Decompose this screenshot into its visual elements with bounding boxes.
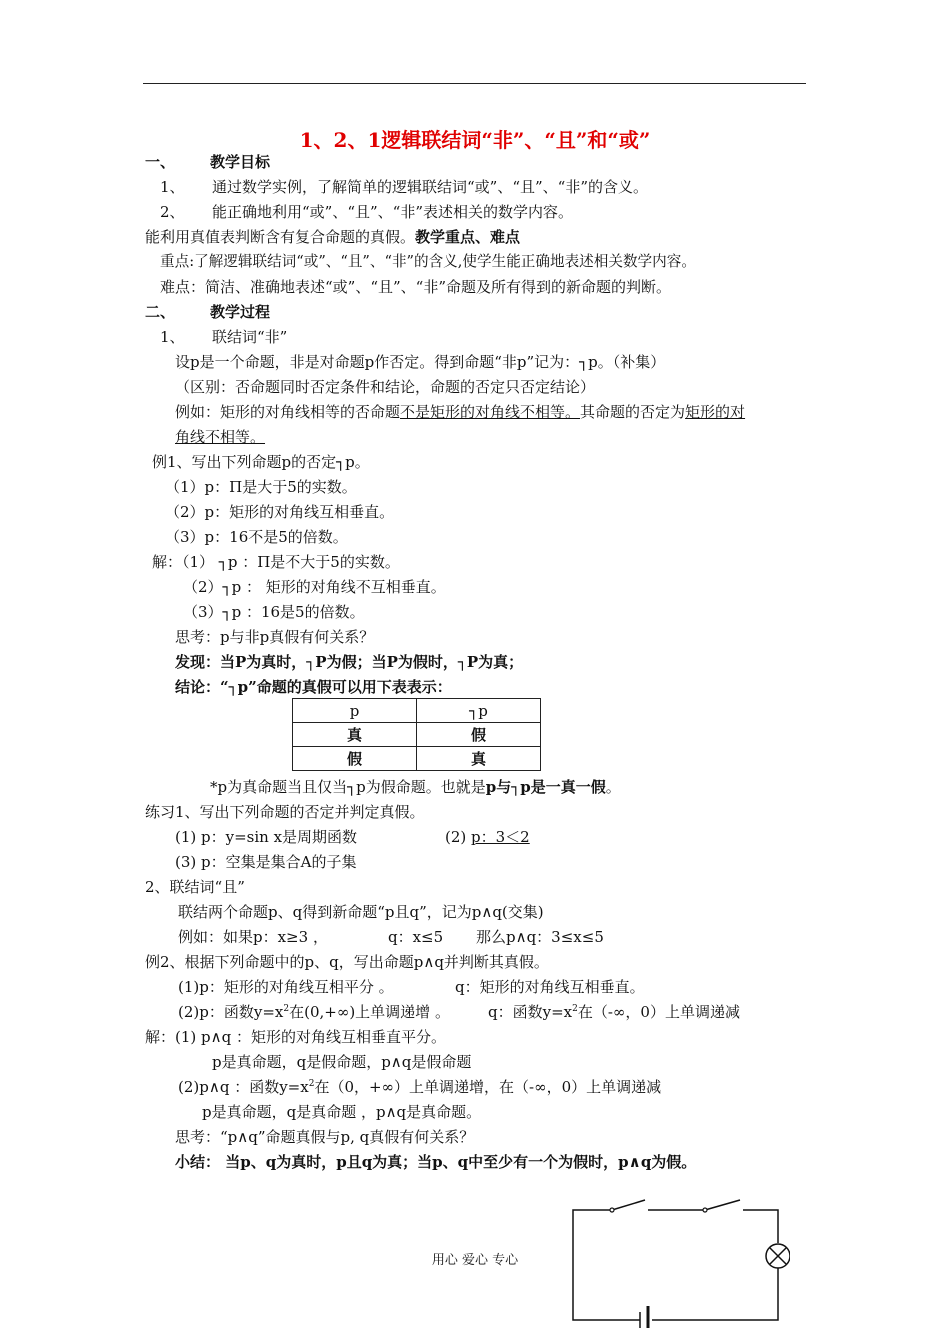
practice-1-item: (3) p：空集是集合A的子集 — [175, 853, 357, 871]
example-line-2: 角线不相等。 — [175, 428, 266, 446]
example-1-item: （2）p：矩形的对角线互相垂直。 — [165, 503, 395, 521]
truth-table-cell: 真 — [417, 747, 541, 771]
example-2-item: q：函数$y=x^2$在（-∞，0）上单调递减 — [488, 1003, 740, 1021]
example-and: 那么p∧q：3≤x≤5 — [476, 928, 604, 946]
truth-table-header: p — [293, 699, 417, 723]
difficulty: 难点：简洁、准确地表述“或”、“且”、“非”命题及所有得到的新命题的判断。 — [160, 278, 672, 296]
example-and: 例如：如果p：x≥3 ， — [178, 928, 328, 946]
circuit-wire — [652, 1268, 778, 1320]
goal-1: 1、 通过数学实例，了解简单的逻辑联结词“或”、“且”、“非”的含义。 — [160, 178, 649, 196]
switch-2 — [705, 1200, 740, 1210]
example-2-solution: p是真命题，q是假命题，p∧q是假命题 — [212, 1053, 472, 1071]
example-2-heading: 例2、根据下列命题中的p、q，写出命题p∧q并判断其真假。 — [145, 953, 549, 971]
example-1-item: （1）p：Π是大于5的实数。 — [165, 478, 357, 496]
page-footer: 用心 爱心 专心 — [431, 1253, 519, 1268]
truth-table-cell: 假 — [417, 723, 541, 747]
truth-table-cell: 假 — [293, 747, 417, 771]
example-2-solution: 解：(1) p∧q ：矩形的对角线互相垂直平分。 — [145, 1028, 446, 1046]
item-1-heading: 1、 联结词“非” — [160, 328, 288, 346]
key-point: 重点:了解逻辑联结词“或”、“且”、“非”的含义,使学生能正确地表述相关数学内容。 — [160, 253, 696, 270]
think-question-1: 思考：p与非p真假有何关系？ — [175, 628, 375, 646]
example-2-solution: (2)p∧q ：函数$y=x^2$在（0，+∞）上单调递增，在（-∞，0）上单调递减 — [178, 1078, 662, 1096]
practice-1-item: (2) p：3＜2 — [445, 828, 530, 846]
section-1-heading: 一、 教学目标 — [145, 153, 271, 171]
goal-2: 2、 能正确地利用“或”、“且”、“非”表述相关的数学内容。 — [160, 203, 574, 221]
example-1-heading: 例1、写出下列命题p的否定┐p。 — [152, 453, 370, 471]
example-1-solution: 解：（1） ┐p ：Π是不大于5的实数。 — [152, 553, 400, 571]
page-title: 1、2、1逻辑联结词“非”、“且”和“或” — [299, 128, 651, 152]
example-1-solution: （3）┐p ：16是5的倍数。 — [183, 603, 365, 621]
example-and: q：x≤5 — [388, 928, 444, 946]
switch-1 — [612, 1200, 645, 1210]
example-2-item: (2)p：函数$y=x^2$在(0,+∞)上单调递增 。 — [178, 1003, 450, 1021]
example-line-1: 例如：矩形的对角线相等的否命题不是矩形的对角线不相等。其命题的否定为矩形的对 — [175, 403, 746, 421]
practice-1-item: (1) p：y=sin x是周期函数 — [175, 828, 358, 846]
practice-1-heading: 练习1、写出下列命题的否定并判定真假。 — [145, 803, 425, 821]
example-1-solution: （2）┐p ： 矩形的对角线不互相垂直。 — [183, 578, 446, 596]
definition-not: 设p是一个命题，非是对命题p作否定。得到命题“非p”记为：┐p。（补集） — [175, 353, 666, 371]
think-question-2: 思考：“p∧q”命题真假与p, q真假有何关系？ — [175, 1128, 475, 1146]
example-2-item: (1)p：矩形的对角线互相平分 。 — [178, 978, 394, 996]
header-rule — [143, 83, 806, 84]
example-1-item: （3）p：16不是5的倍数。 — [165, 528, 348, 546]
example-2-solution: p是真命题，q是真命题 ，p∧q是真命题。 — [202, 1103, 482, 1121]
section-2-heading: 二、 教学过程 — [145, 303, 271, 321]
truth-table-cell: 真 — [293, 723, 417, 747]
item-2-heading: 2、联结词“且” — [145, 878, 245, 896]
summary: 小结： 当p、q为真时，p且q为真；当p、q中至少有一个为假时，p∧q为假。 — [175, 1153, 697, 1171]
circuit-wire — [743, 1210, 778, 1243]
truth-table-header: ┐p — [417, 699, 541, 723]
definition-and: 联结两个命题p、q得到新命题“p且q”，记为p∧q(交集) — [178, 903, 544, 921]
discovery: 发现：当P为真时，┐P为假；当P为假时，┐P为真； — [175, 653, 524, 671]
example-2-item: q：矩形的对角线互相垂直。 — [455, 978, 645, 996]
conclusion: 结论：“┐p”命题的真假可以用下表表示： — [175, 678, 452, 696]
truth-table — [292, 698, 541, 771]
goal-3: 能利用真值表判断含有复合命题的真假。教学重点、难点 — [145, 228, 521, 246]
negation-note: *p为真命题当且仅当┐p为假命题。也就是p与┐p是一真一假。 — [210, 778, 621, 796]
distinction-note: （区别：否命题同时否定条件和结论，命题的否定只否定结论） — [175, 378, 596, 396]
